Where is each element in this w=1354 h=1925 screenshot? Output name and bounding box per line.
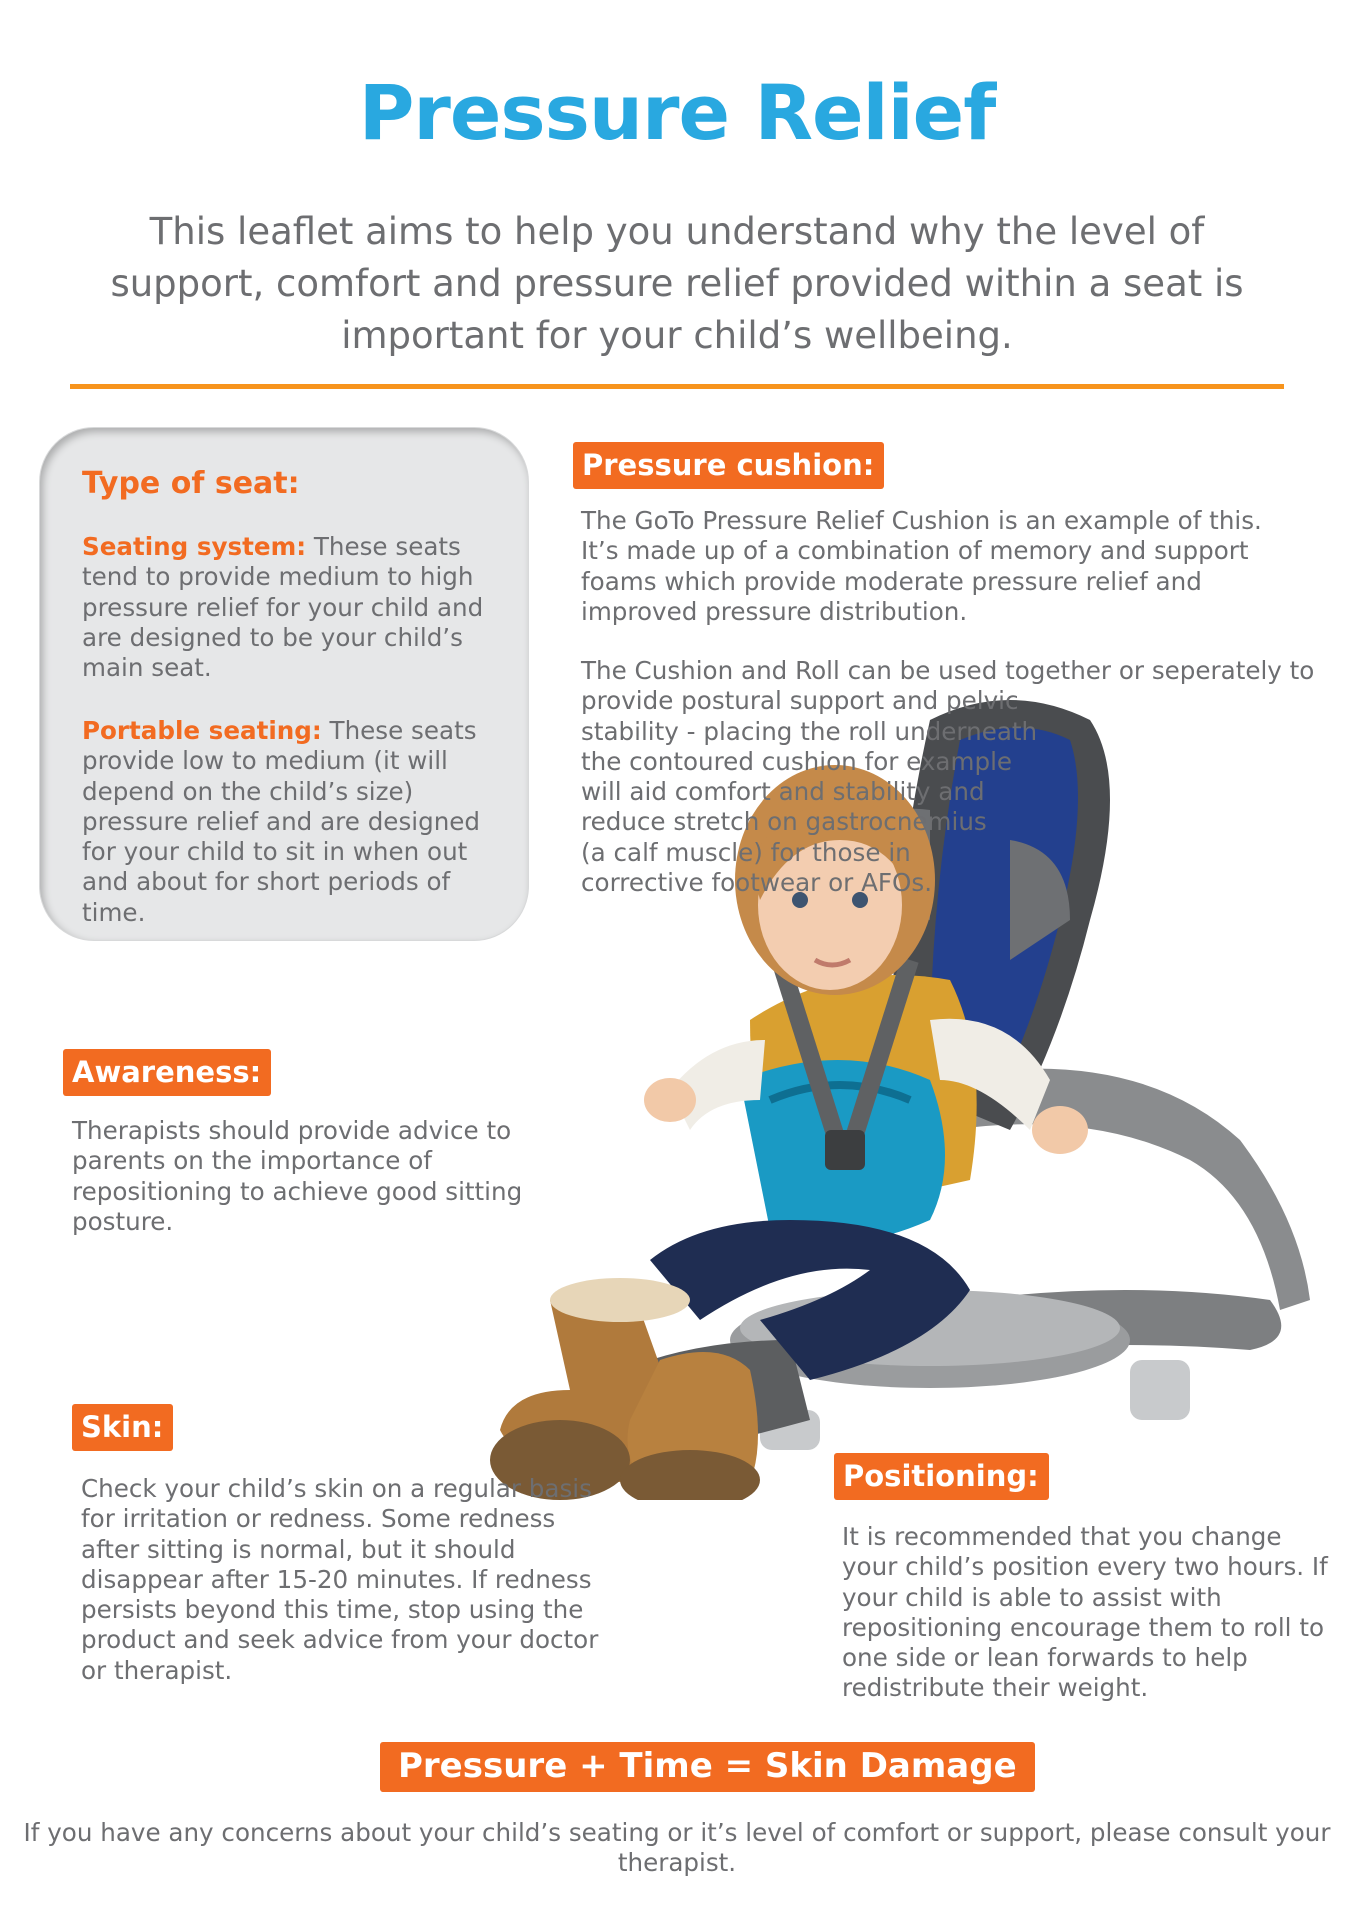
- seating-system-text: These seats tend to provide medium to high pressure relief for your child and are designed to be your child’s main seat.: [82, 532, 484, 683]
- pressure-cushion-paragraph-2: [581, 656, 1315, 898]
- positioning-paragraph: It is recommended that you change your child’s position every two hours. If your child is able to assist with repositioning encourage them to roll to one side or lean forwards to help redistribute their weight.: [842, 1522, 1328, 1703]
- seating-system-lead: Seating system:: [82, 532, 307, 561]
- cushion-line: corrective footwear or AFOs.: [581, 868, 933, 898]
- divider-rule: [70, 384, 1284, 389]
- awareness-paragraph: Therapists should provide advice to parents on the importance of repositioning to achieve good sitting posture.: [72, 1116, 523, 1236]
- portable-seating-lead: Portable seating:: [82, 716, 322, 745]
- skin-paragraph: Check your child’s skin on a regular basis for irritation or redness. Some redness after sitting is normal, but it should disappear after 15-20 minutes. If redness persists beyond this time, stop using the product and seek advice from your doctor or therapist.: [81, 1474, 599, 1685]
- awareness-heading: Awareness:: [63, 1049, 271, 1096]
- portable-seating-paragraph: [82, 716, 502, 928]
- cushion-line: The Cushion and Roll can be used together or seperately to: [581, 656, 1315, 685]
- page-title: Pressure Relief: [358, 68, 996, 157]
- pressure-formula-banner: Pressure + Time = Skin Damage: [380, 1742, 1035, 1792]
- cushion-line: will aid comfort and stability and: [581, 777, 985, 807]
- footer-note: If you have any concerns about your child’s seating or it’s level of comfort or support, please consult your therapist.: [23, 1818, 1331, 1877]
- portable-seating-text: These seats provide low to medium (it will depend on the child’s size) pressure relief and are designed for your child to sit in when out and about for short periods of time.: [82, 716, 481, 927]
- seating-system-paragraph: [82, 532, 502, 683]
- type-of-seat-heading: Type of seat:: [82, 466, 300, 501]
- pressure-cushion-heading: Pressure cushion:: [573, 442, 884, 489]
- positioning-heading: Positioning:: [834, 1453, 1049, 1500]
- cushion-line: reduce stretch on gastrocnemius: [581, 807, 987, 837]
- cushion-line: (a calf muscle) for those in: [581, 837, 911, 867]
- cushion-line: provide postural support and pelvic: [581, 686, 1019, 716]
- pressure-cushion-paragraph-1: The GoTo Pressure Relief Cushion is an example of this. It’s made up of a combination of memory and support foams which provide moderate pressure relief and improved pressure distribution.: [581, 506, 1262, 626]
- cushion-line: stability - placing the roll underneath: [581, 716, 1038, 746]
- cushion-line: the contoured cushion for example: [581, 746, 1013, 776]
- skin-heading: Skin:: [72, 1404, 173, 1451]
- intro-text: This leaflet aims to help you understand why the level of support, comfort and pressure relief provided within a seat is important for your child’s wellbeing.: [110, 210, 1244, 357]
